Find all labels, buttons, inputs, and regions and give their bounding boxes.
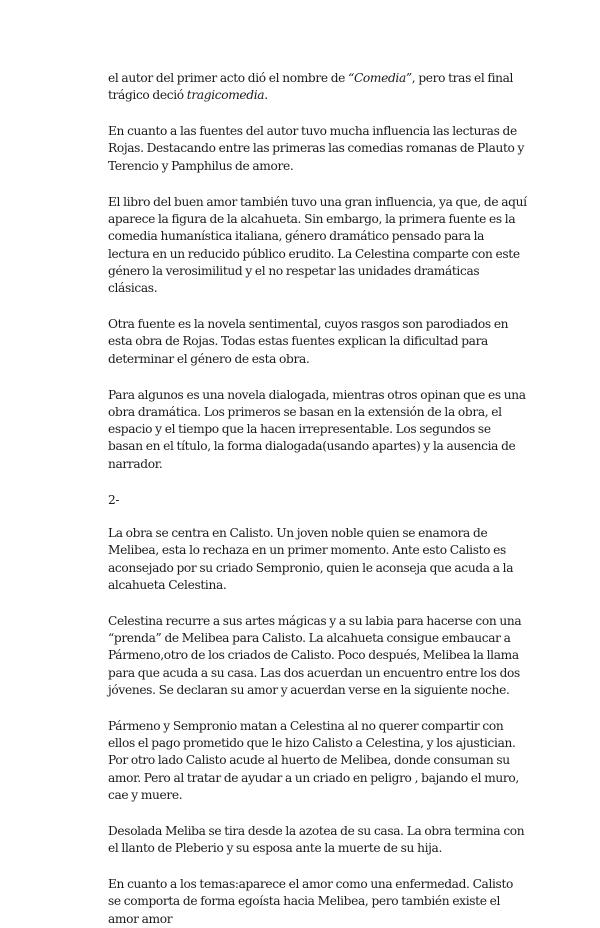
paragraph-plot-celestina: Celestina recurre a sus artes mágicas y a su labia para hacerse con una “prenda” de Melibea para Calisto. La alcahueta consigue embaucar a Pármeno,otro de los criados de Calisto. Poco después, Melibea la llama para que acuda a su casa. Las dos acuerdan un encuentro entre los dos jóvenes. Se declaran su amor y acuerdan verse en la siguiente noche. xyxy=(108,613,522,697)
paragraph-genre-debate: Para algunos es una novela dialogada, mientras otros opinan que es una obra dramática. Los primeros se basan en la extensión de la obra, el espacio y el tiempo que la hacen irrepresentable. Los segundos se basan en el título, la forma dialogada(usando apartes) y la ausencia de narrador. xyxy=(108,387,526,471)
paragraph-plot-intro: La obra se centra en Calisto. Un joven noble quien se enamora de Melibea, esta lo rechaza en un primer momento. Ante esto Calisto es aconsejado por su criado Sempronio, quien le aconseja que acuda a la alcahueta Celestina. xyxy=(108,525,514,592)
paragraph-plot-deaths: Pármeno y Sempronio matan a Celestina al no querer compartir con ellos el pago prometido que le hizo Calisto a Celestina, y los ajustician. Por otro lado Calisto acude al huerto de Melibea, donde consuman su amor. Pero al tratar de ayudar a un criado en peligro , bajando el muro, cae y muere. xyxy=(108,718,519,802)
comedia-term: “Comedia” xyxy=(348,71,412,85)
section-number: 2- xyxy=(108,492,120,507)
paragraph-plot-ending: Desolada Meliba se tira desde la azotea de su casa. La obra termina con el llanto de Pleberio y su esposa ante la muerte de su hija. xyxy=(108,823,525,856)
paragraph-sources: En cuanto a las fuentes del autor tuvo mucha influencia las lecturas de Rojas. Destacando entre las primeras las comedias romanas de Plauto y Terencio y Pamphilus de amore. xyxy=(108,124,525,173)
document-body xyxy=(108,70,528,928)
paragraph-genre: el autor del primer acto dió el nombre de “Comedia”, pero tras el final trágico deció tragicomedia. xyxy=(108,71,514,103)
paragraph-libro-buen-amor: El libro del buen amor también tuvo una gran influencia, ya que, de aquí aparece la figura de la alcahueta. Sin embargo, la primera fuente es la comedia humanística italiana, género dramático pensado para la lectura en un reducido público erudito. La Celestina comparte con este género la verosimilitud y el no respetar las unidades dramáticas clásicas. xyxy=(108,194,527,296)
paragraph-novela-sentimental: Otra fuente es la novela sentimental, cuyos rasgos son parodiados en esta obra de Rojas. Todas estas fuentes explican la dificultad para determinar el género de esta obra. xyxy=(108,317,509,366)
paragraph-themes: En cuanto a los temas:aparece el amor como una enfermedad. Calisto se comporta de forma egoísta hacia Melibea, pero también existe el amor amor xyxy=(108,877,513,926)
tragicomedia-term: tragicomedia xyxy=(186,88,265,103)
